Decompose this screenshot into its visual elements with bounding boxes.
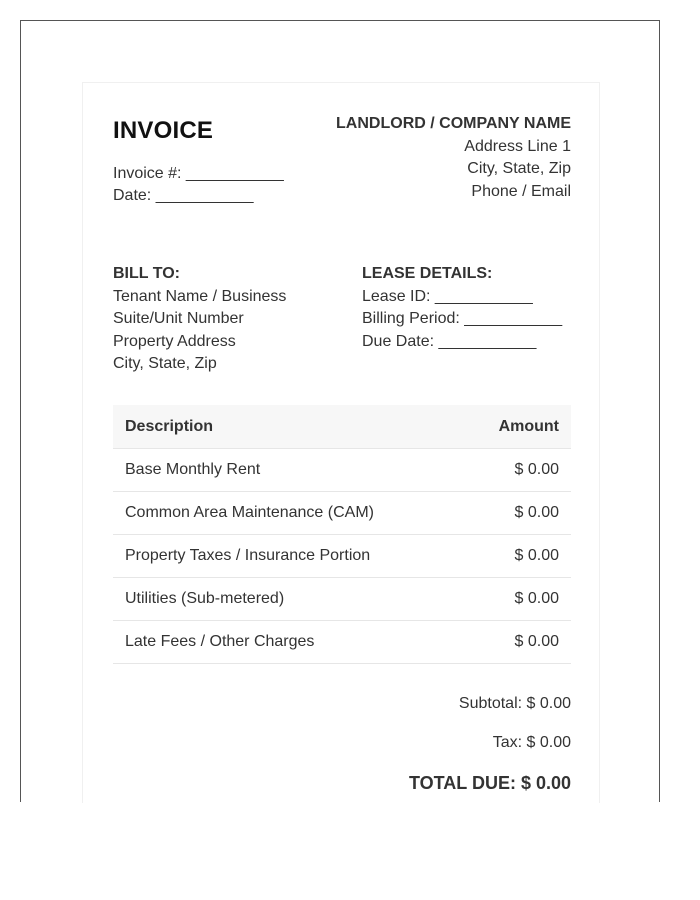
lease-details-section [362,263,562,353]
company-contact: Phone / Email [471,182,571,200]
row-description: Utilities (Sub-metered) [113,578,463,621]
bill-to-line: Tenant Name / Business [113,287,287,305]
invoice-date: Date: ___________ [113,187,254,204]
row-amount: $ 0.00 [463,535,571,578]
company-info [336,113,571,203]
due-date: Due Date: ___________ [362,332,537,350]
row-description: Property Taxes / Insurance Portion [113,535,463,578]
bill-to-section [113,263,286,376]
invoice-meta [113,163,284,207]
company-city: City, State, Zip [467,160,571,177]
subtotal: Subtotal: $ 0.00 [458,695,571,712]
table-row [113,535,571,578]
row-description: Base Monthly Rent [113,449,463,492]
table-row [113,449,571,492]
row-amount: $ 0.00 [463,578,571,621]
table-row [113,492,571,535]
company-name: LANDLORD / COMPANY NAME [336,115,571,132]
lease-details-heading: LEASE DETAILS: [362,265,493,282]
description-header: Description [113,405,463,449]
company-address: Address Line 1 [464,137,571,155]
row-description: Common Area Maintenance (CAM) [113,492,463,535]
billing-period: Billing Period: ___________ [362,310,563,327]
row-amount: $ 0.00 [463,492,571,535]
invoice-sheet [82,82,600,803]
invoice-title: INVOICE [113,117,214,144]
amount-header: Amount [463,405,571,449]
bill-to-line: Suite/Unit Number [113,310,244,327]
totals-section [409,693,571,794]
bill-to-line: City, State, Zip [113,355,217,372]
bill-to-heading: BILL TO: [113,265,180,282]
lease-id: Lease ID: ___________ [362,287,533,305]
bill-to-line: Property Address [113,332,236,350]
invoice-number: Invoice #: ___________ [113,165,284,182]
row-amount: $ 0.00 [463,621,571,664]
table-row [113,621,571,664]
row-amount: $ 0.00 [463,449,571,492]
row-description: Late Fees / Other Charges [113,621,463,664]
total-due: TOTAL DUE: $ 0.00 [408,773,571,793]
page-frame [20,20,660,802]
line-items-table [113,405,571,664]
table-row [113,578,571,621]
tax: Tax: $ 0.00 [492,734,571,751]
table-header-row [113,405,571,449]
